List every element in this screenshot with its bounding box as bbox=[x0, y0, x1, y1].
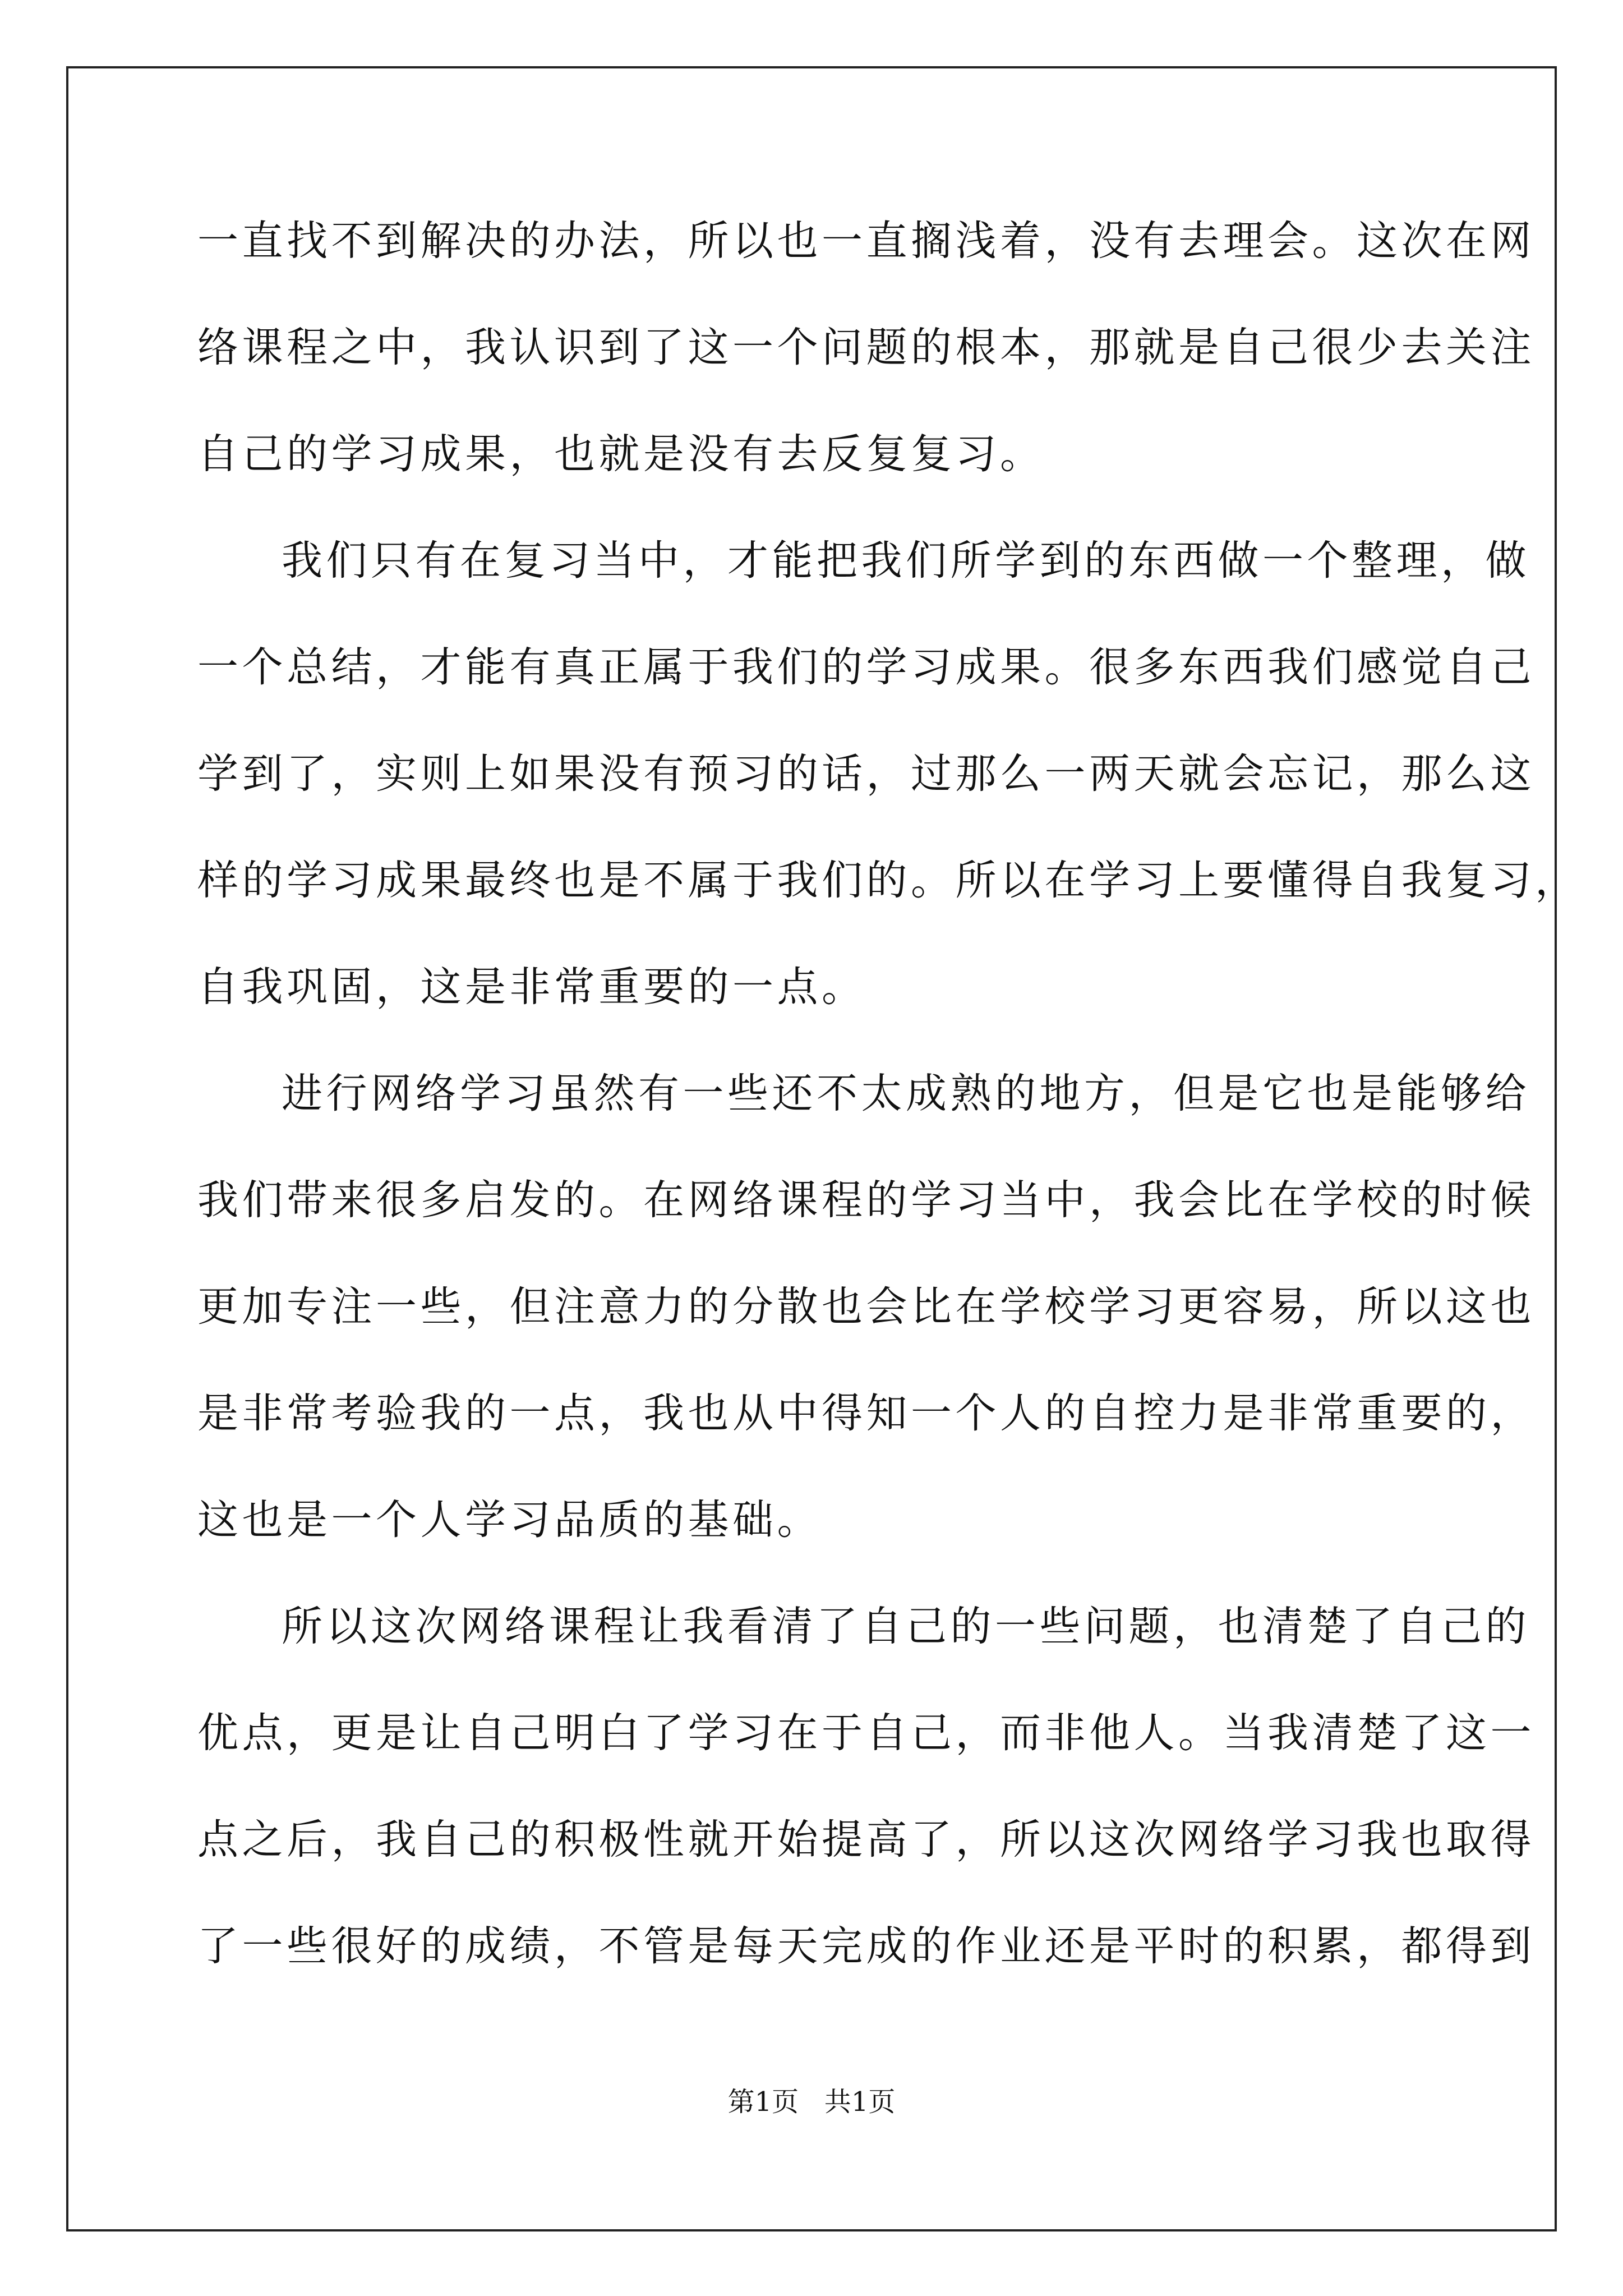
page-number-footer: 第1页 共1页 bbox=[727, 2086, 896, 2118]
text-line: 更加专注一些，但注意力的分散也会比在学校学习更容易，所以这也 bbox=[197, 1283, 1535, 1331]
text-line: 样的学习成果最终也是不属于我们的。所以在学习上要懂得自我复习， bbox=[197, 857, 1580, 904]
text-line: 了一些很好的成绩，不管是每天完成的作业还是平时的积累，都得到 bbox=[197, 1922, 1535, 1970]
text-line: 点之后，我自己的积极性就开始提高了，所以这次网络学习我也取得 bbox=[197, 1816, 1535, 1864]
text-line: 我们带来很多启发的。在网络课程的学习当中，我会比在学校的时候 bbox=[197, 1176, 1535, 1224]
text-line: 这也是一个人学习品质的基础。 bbox=[197, 1496, 822, 1544]
text-line: 自我巩固，这是非常重要的一点。 bbox=[197, 963, 866, 1011]
text-line: 络课程之中，我认识到了这一个问题的根本，那就是自己很少去关注 bbox=[197, 324, 1535, 371]
text-line: 一直找不到解决的办法，所以也一直搁浅着，没有去理会。这次在网 bbox=[197, 217, 1535, 265]
paragraph-start-line: 所以这次网络课程让我看清了自己的一些问题，也清楚了自己的 bbox=[282, 1603, 1530, 1650]
text-line: 是非常考验我的一点，我也从中得知一个人的自控力是非常重要的， bbox=[197, 1389, 1535, 1437]
text-line: 学到了，实则上如果没有预习的话，过那么一两天就会忘记，那么这 bbox=[197, 750, 1535, 798]
text-line: 一个总结，才能有真正属于我们的学习成果。很多东西我们感觉自己 bbox=[197, 643, 1535, 691]
text-line: 优点，更是让自己明白了学习在于自己，而非他人。当我清楚了这一 bbox=[197, 1709, 1535, 1757]
paragraph-start-line: 我们只有在复习当中，才能把我们所学到的东西做一个整理，做 bbox=[282, 537, 1530, 585]
text-line: 自己的学习成果，也就是没有去反复复习。 bbox=[197, 430, 1045, 478]
document-body bbox=[197, 213, 1580, 2025]
paragraph-start-line: 进行网络学习虽然有一些还不太成熟的地方，但是它也是能够给 bbox=[282, 1070, 1530, 1117]
